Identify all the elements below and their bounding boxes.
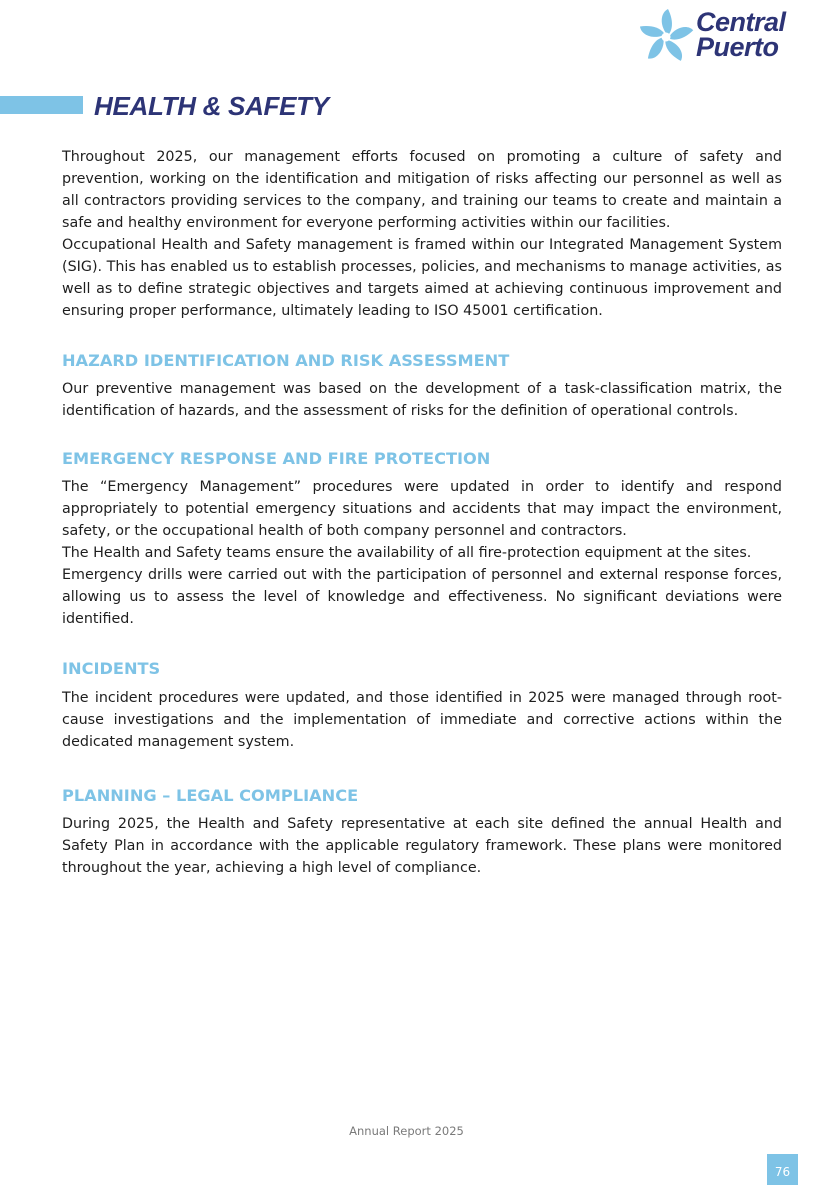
brand-name-line1: Central xyxy=(696,7,786,37)
intro-paragraph-2: Occupational Health and Safety management is framed within our Integrated Management System (SIG). This has enabled us to establish processes, policies, and mechanisms to manage activities, as well as to define strategic objectives and targets aimed at achieving continuous improvement and ensuring proper performance, ultimately leading to ISO 45001 certification. xyxy=(62,237,782,319)
planning-paragraph-1: During 2025, the Health and Safety representative at each site defined the annual Health and Safety Plan in accordance with the applicable regulatory framework. These plans were monitored throughout the year, achieving a high level of compliance. xyxy=(62,816,782,876)
section-heading-planning: PLANNING – LEGAL COMPLIANCE xyxy=(62,786,359,805)
section-heading-incidents: INCIDENTS xyxy=(62,659,161,678)
brand-name-line2: Puerto xyxy=(696,32,779,62)
emergency-paragraph-1: The “Emergency Management” procedures were updated in order to identify and respond appropriately to potential emergency situations and accidents that may impact the environment, safety, or the occupational health of both company personnel and contractors. xyxy=(62,479,782,539)
brand-logo xyxy=(638,8,803,70)
emergency-paragraph-2: The Health and Safety teams ensure the availability of all fire-protection equipment at the sites. xyxy=(62,545,752,561)
section-heading-emergency: EMERGENCY RESPONSE AND FIRE PROTECTION xyxy=(62,449,491,468)
intro-paragraph-1: Throughout 2025, our management efforts focused on promoting a culture of safety and prevention, working on the identification and mitigation of risks affecting our personnel as well as all contractors providing services to the company, and training our teams to create and maintain a safe and healthy environment for everyone performing activities within our facilities. xyxy=(62,149,782,231)
section-heading-hazard: HAZARD IDENTIFICATION AND RISK ASSESSMENT xyxy=(62,351,510,370)
page-number-badge: 76 xyxy=(767,1154,798,1185)
main-content xyxy=(62,146,782,879)
emergency-paragraph-3: Emergency drills were carried out with the participation of personnel and external response forces, allowing us to assess the level of knowledge and effectiveness. No significant deviations were identified. xyxy=(62,567,782,627)
incidents-paragraph-1: The incident procedures were updated, and those identified in 2025 were managed through root-cause investigations and the implementation of immediate and corrective actions within the dedicated management system. xyxy=(62,690,782,750)
page-title: HEALTH & SAFETY xyxy=(94,91,329,121)
footer-text: Annual Report 2025 xyxy=(349,1124,464,1138)
turbine-logo-icon xyxy=(638,8,694,66)
hazard-paragraph-1: Our preventive management was based on the development of a task-classification matrix, the identification of hazards, and the assessment of risks for the definition of operational controls. xyxy=(62,381,782,419)
title-accent-bar xyxy=(0,96,83,114)
brand-wordmark xyxy=(696,7,786,62)
